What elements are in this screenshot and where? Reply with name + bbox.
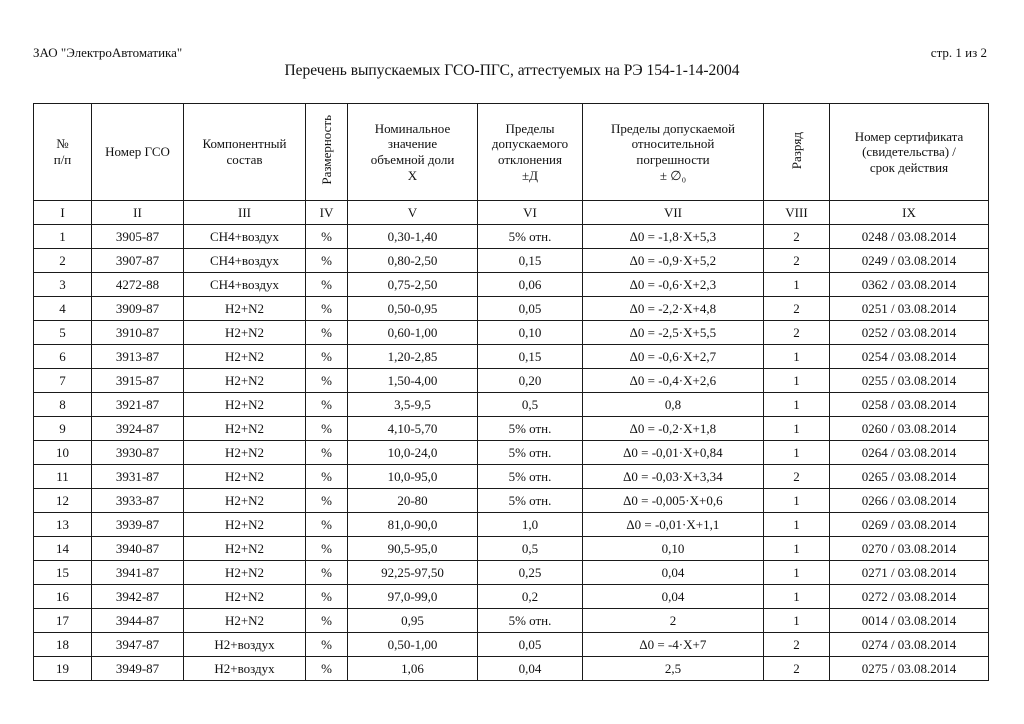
table-row [34, 489, 989, 513]
cell-grade: 1 [764, 561, 830, 585]
cell-deviation: 0,25 [478, 561, 583, 585]
roman-cell: V [348, 201, 478, 225]
cell-certificate: 0272 / 03.08.2014 [830, 585, 989, 609]
cell-error: ∆0 = -0,6·X+2,3 [583, 273, 764, 297]
cell-gso: 3931-87 [92, 465, 184, 489]
roman-row [34, 201, 989, 225]
cell-gso: 3933-87 [92, 489, 184, 513]
document-title: Перечень выпускаемых ГСО-ПГС, аттестуемых на РЭ 154-1-14-2004 [284, 62, 740, 79]
cell-deviation: 0,20 [478, 369, 583, 393]
table-row [34, 417, 989, 441]
roman-cell: IX [830, 201, 989, 225]
cell-deviation: 0,05 [478, 297, 583, 321]
cell-composition: H2+N2 [184, 585, 306, 609]
cell-error: ∆0 = -0,01·X+0,84 [583, 441, 764, 465]
page-number: стр. 1 из 2 [930, 45, 987, 60]
table-row [34, 585, 989, 609]
cell-error: 0,10 [583, 537, 764, 561]
cell-certificate: 0265 / 03.08.2014 [830, 465, 989, 489]
cell-certificate: 0252 / 03.08.2014 [830, 321, 989, 345]
table-row [34, 393, 989, 417]
cell-certificate: 0275 / 03.08.2014 [830, 657, 989, 681]
cell-nominal: 10,0-95,0 [348, 465, 478, 489]
cell-nominal: 20-80 [348, 489, 478, 513]
roman-cell: II [92, 201, 184, 225]
col-header-certificate: Номер сертификата (свидетельства) / срок действия [830, 104, 989, 201]
cell-error: 2,5 [583, 657, 764, 681]
cell-nominal: 81,0-90,0 [348, 513, 478, 537]
cell-gso: 4272-88 [92, 273, 184, 297]
cell-number: 1 [34, 225, 92, 249]
cell-nominal: 1,06 [348, 657, 478, 681]
table-row [34, 249, 989, 273]
cell-certificate: 0251 / 03.08.2014 [830, 297, 989, 321]
cell-unit: % [306, 489, 348, 513]
table-row [34, 273, 989, 297]
cell-number: 18 [34, 633, 92, 657]
cell-unit: % [306, 441, 348, 465]
cell-deviation: 5% отн. [478, 465, 583, 489]
cell-unit: % [306, 417, 348, 441]
col-header-grade [764, 104, 830, 201]
cell-composition: H2+воздух [184, 657, 306, 681]
cell-gso: 3942-87 [92, 585, 184, 609]
cell-nominal: 97,0-99,0 [348, 585, 478, 609]
cell-nominal: 0,30-1,40 [348, 225, 478, 249]
cell-gso: 3941-87 [92, 561, 184, 585]
cell-unit: % [306, 657, 348, 681]
cell-gso: 3947-87 [92, 633, 184, 657]
cell-certificate: 0269 / 03.08.2014 [830, 513, 989, 537]
cell-unit: % [306, 393, 348, 417]
col-header-number: № п/п [34, 104, 92, 201]
roman-cell: VI [478, 201, 583, 225]
cell-error: ∆0 = -0,4·X+2,6 [583, 369, 764, 393]
cell-certificate: 0248 / 03.08.2014 [830, 225, 989, 249]
cell-deviation: 0,04 [478, 657, 583, 681]
col-header-unit-label: Размерность [318, 115, 334, 185]
cell-gso: 3944-87 [92, 609, 184, 633]
cell-nominal: 1,20-2,85 [348, 345, 478, 369]
cell-gso: 3924-87 [92, 417, 184, 441]
cell-number: 3 [34, 273, 92, 297]
cell-nominal: 4,10-5,70 [348, 417, 478, 441]
cell-gso: 3949-87 [92, 657, 184, 681]
cell-unit: % [306, 345, 348, 369]
cell-certificate: 0274 / 03.08.2014 [830, 633, 989, 657]
cell-unit: % [306, 465, 348, 489]
table-body [34, 225, 989, 681]
cell-grade: 2 [764, 657, 830, 681]
cell-number: 2 [34, 249, 92, 273]
roman-cell: VIII [764, 201, 830, 225]
roman-cell: III [184, 201, 306, 225]
cell-error: ∆0 = -0,2·X+1,8 [583, 417, 764, 441]
cell-error: ∆0 = -1,8·X+5,3 [583, 225, 764, 249]
cell-composition: H2+N2 [184, 489, 306, 513]
cell-number: 12 [34, 489, 92, 513]
cell-certificate: 0266 / 03.08.2014 [830, 489, 989, 513]
cell-grade: 1 [764, 417, 830, 441]
cell-composition: H2+N2 [184, 561, 306, 585]
cell-error: ∆0 = -0,005·X+0,6 [583, 489, 764, 513]
cell-grade: 2 [764, 297, 830, 321]
cell-nominal: 0,80-2,50 [348, 249, 478, 273]
col-header-error: Пределы допускаемой относительной погрешности ± ∅₀ [583, 104, 764, 201]
cell-number: 17 [34, 609, 92, 633]
cell-certificate: 0270 / 03.08.2014 [830, 537, 989, 561]
header-row [34, 104, 989, 201]
cell-nominal: 0,75-2,50 [348, 273, 478, 297]
cell-nominal: 0,50-1,00 [348, 633, 478, 657]
cell-unit: % [306, 513, 348, 537]
cell-grade: 2 [764, 249, 830, 273]
cell-composition: H2+N2 [184, 609, 306, 633]
cell-deviation: 0,10 [478, 321, 583, 345]
cell-composition: CH4+воздух [184, 273, 306, 297]
cell-grade: 1 [764, 489, 830, 513]
cell-number: 16 [34, 585, 92, 609]
cell-grade: 1 [764, 513, 830, 537]
cell-unit: % [306, 561, 348, 585]
gso-table [33, 103, 989, 681]
cell-grade: 1 [764, 609, 830, 633]
cell-number: 6 [34, 345, 92, 369]
cell-grade: 2 [764, 633, 830, 657]
cell-certificate: 0254 / 03.08.2014 [830, 345, 989, 369]
cell-number: 15 [34, 561, 92, 585]
cell-grade: 1 [764, 585, 830, 609]
cell-deviation: 0,5 [478, 393, 583, 417]
col-header-grade-label: Разряд [788, 131, 804, 169]
cell-deviation: 5% отн. [478, 609, 583, 633]
cell-composition: H2+воздух [184, 633, 306, 657]
cell-grade: 1 [764, 441, 830, 465]
cell-certificate: 0271 / 03.08.2014 [830, 561, 989, 585]
table-row [34, 657, 989, 681]
cell-composition: H2+N2 [184, 321, 306, 345]
table-row [34, 633, 989, 657]
cell-grade: 1 [764, 273, 830, 297]
table-row [34, 609, 989, 633]
cell-error: ∆0 = -2,2·X+4,8 [583, 297, 764, 321]
cell-nominal: 3,5-9,5 [348, 393, 478, 417]
cell-certificate: 0362 / 03.08.2014 [830, 273, 989, 297]
cell-unit: % [306, 633, 348, 657]
cell-gso: 3940-87 [92, 537, 184, 561]
cell-certificate: 0260 / 03.08.2014 [830, 417, 989, 441]
cell-unit: % [306, 321, 348, 345]
cell-error: 2 [583, 609, 764, 633]
roman-cell: VII [583, 201, 764, 225]
cell-composition: H2+N2 [184, 441, 306, 465]
cell-error: 0,04 [583, 585, 764, 609]
roman-cell: IV [306, 201, 348, 225]
cell-certificate: 0255 / 03.08.2014 [830, 369, 989, 393]
cell-error: ∆0 = -0,03·X+3,34 [583, 465, 764, 489]
table-row [34, 441, 989, 465]
cell-unit: % [306, 585, 348, 609]
cell-nominal: 92,25-97,50 [348, 561, 478, 585]
cell-certificate: 0258 / 03.08.2014 [830, 393, 989, 417]
cell-error: 0,8 [583, 393, 764, 417]
company-name: ЗАО "ЭлектроАвтоматика" [33, 45, 183, 60]
cell-error: ∆0 = -0,6·X+2,7 [583, 345, 764, 369]
cell-gso: 3907-87 [92, 249, 184, 273]
cell-gso: 3909-87 [92, 297, 184, 321]
cell-number: 13 [34, 513, 92, 537]
cell-number: 8 [34, 393, 92, 417]
cell-nominal: 0,50-0,95 [348, 297, 478, 321]
cell-deviation: 5% отн. [478, 417, 583, 441]
cell-number: 19 [34, 657, 92, 681]
cell-deviation: 0,06 [478, 273, 583, 297]
cell-composition: H2+N2 [184, 417, 306, 441]
col-header-deviation: Пределы допускаемого отклонения ±Д [478, 104, 583, 201]
table-row [34, 297, 989, 321]
col-header-nominal: Номинальное значение объемной доли Х [348, 104, 478, 201]
cell-number: 14 [34, 537, 92, 561]
roman-cell: I [34, 201, 92, 225]
cell-gso: 3939-87 [92, 513, 184, 537]
cell-nominal: 90,5-95,0 [348, 537, 478, 561]
cell-deviation: 5% отн. [478, 489, 583, 513]
cell-composition: H2+N2 [184, 369, 306, 393]
cell-grade: 1 [764, 345, 830, 369]
cell-gso: 3921-87 [92, 393, 184, 417]
cell-number: 11 [34, 465, 92, 489]
table-row [34, 465, 989, 489]
cell-gso: 3930-87 [92, 441, 184, 465]
cell-unit: % [306, 369, 348, 393]
cell-deviation: 0,5 [478, 537, 583, 561]
table-row [34, 513, 989, 537]
cell-composition: H2+N2 [184, 465, 306, 489]
table-row [34, 561, 989, 585]
table-row [34, 225, 989, 249]
table-row [34, 345, 989, 369]
cell-gso: 3913-87 [92, 345, 184, 369]
cell-composition: CH4+воздух [184, 225, 306, 249]
cell-deviation: 5% отн. [478, 225, 583, 249]
cell-error: ∆0 = -4·X+7 [583, 633, 764, 657]
cell-grade: 2 [764, 465, 830, 489]
cell-gso: 3910-87 [92, 321, 184, 345]
cell-number: 5 [34, 321, 92, 345]
cell-certificate: 0264 / 03.08.2014 [830, 441, 989, 465]
cell-certificate: 0249 / 03.08.2014 [830, 249, 989, 273]
cell-deviation: 0,2 [478, 585, 583, 609]
table-row [34, 369, 989, 393]
table-row [34, 321, 989, 345]
cell-error: ∆0 = -0,9·X+5,2 [583, 249, 764, 273]
table-row [34, 537, 989, 561]
cell-unit: % [306, 297, 348, 321]
cell-grade: 2 [764, 225, 830, 249]
cell-unit: % [306, 537, 348, 561]
cell-nominal: 10,0-24,0 [348, 441, 478, 465]
cell-error: 0,04 [583, 561, 764, 585]
cell-number: 10 [34, 441, 92, 465]
cell-nominal: 1,50-4,00 [348, 369, 478, 393]
cell-error: ∆0 = -0,01·X+1,1 [583, 513, 764, 537]
cell-grade: 1 [764, 369, 830, 393]
cell-grade: 2 [764, 321, 830, 345]
col-header-gso: Номер ГСО [92, 104, 184, 201]
cell-composition: H2+N2 [184, 345, 306, 369]
cell-number: 9 [34, 417, 92, 441]
cell-composition: CH4+воздух [184, 249, 306, 273]
cell-deviation: 0,15 [478, 249, 583, 273]
cell-gso: 3915-87 [92, 369, 184, 393]
cell-composition: H2+N2 [184, 297, 306, 321]
cell-grade: 1 [764, 393, 830, 417]
cell-nominal: 0,60-1,00 [348, 321, 478, 345]
cell-grade: 1 [764, 537, 830, 561]
cell-deviation: 0,15 [478, 345, 583, 369]
cell-deviation: 0,05 [478, 633, 583, 657]
cell-deviation: 1,0 [478, 513, 583, 537]
cell-unit: % [306, 225, 348, 249]
cell-gso: 3905-87 [92, 225, 184, 249]
cell-composition: H2+N2 [184, 513, 306, 537]
cell-unit: % [306, 273, 348, 297]
cell-nominal: 0,95 [348, 609, 478, 633]
col-header-unit [306, 104, 348, 201]
cell-composition: H2+N2 [184, 393, 306, 417]
cell-number: 4 [34, 297, 92, 321]
col-header-composition: Компонентный состав [184, 104, 306, 201]
cell-error: ∆0 = -2,5·X+5,5 [583, 321, 764, 345]
cell-number: 7 [34, 369, 92, 393]
cell-deviation: 5% отн. [478, 441, 583, 465]
cell-unit: % [306, 249, 348, 273]
cell-certificate: 0014 / 03.08.2014 [830, 609, 989, 633]
cell-composition: H2+N2 [184, 537, 306, 561]
cell-unit: % [306, 609, 348, 633]
